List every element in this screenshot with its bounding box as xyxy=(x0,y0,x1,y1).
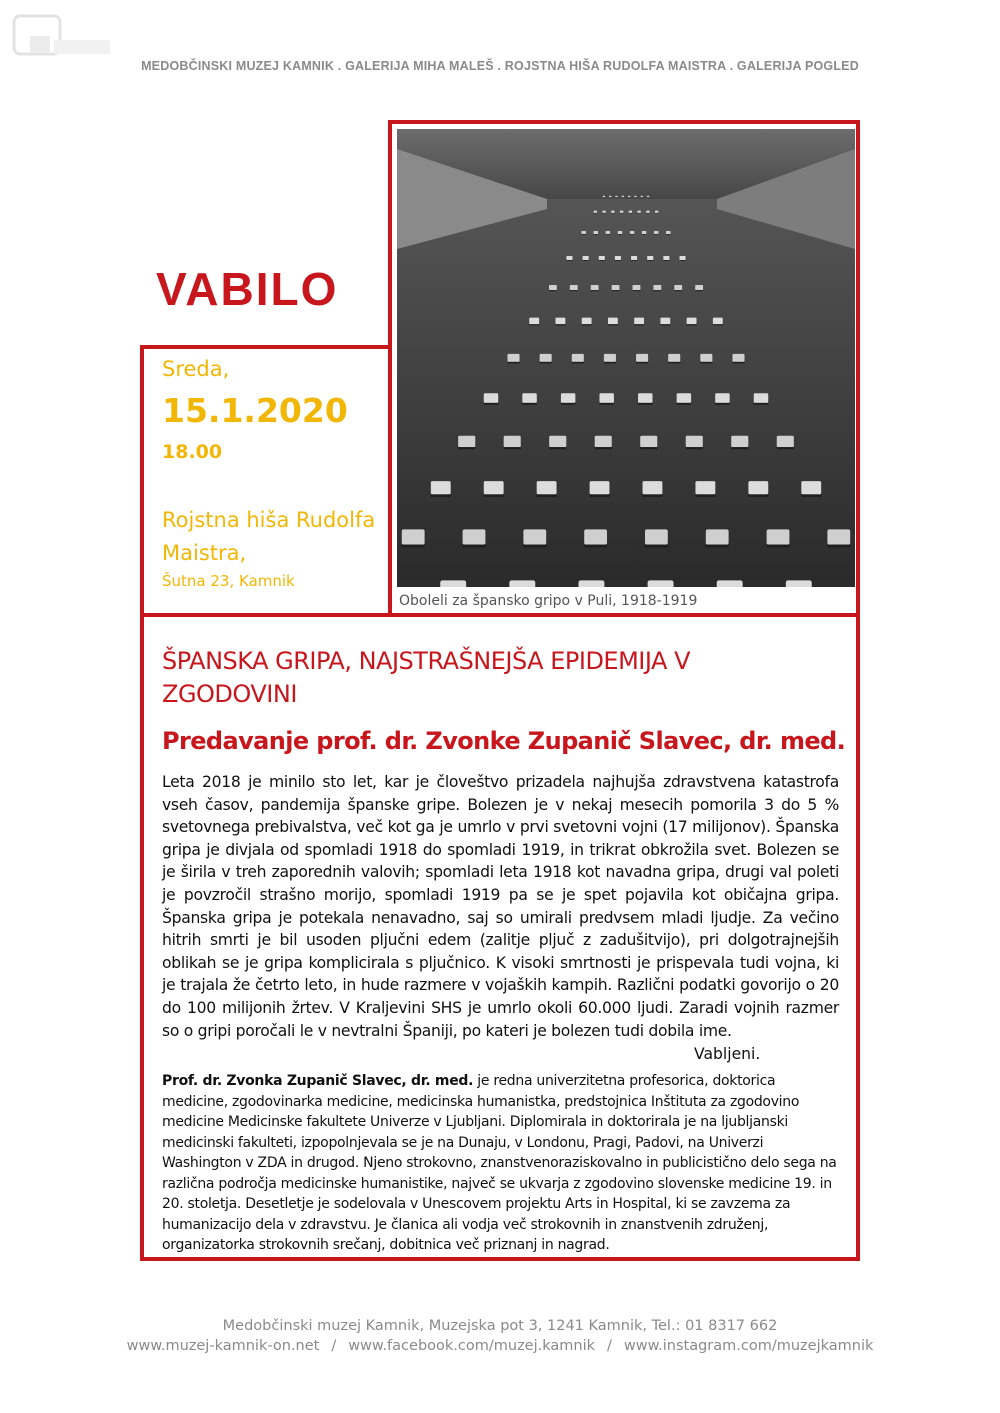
bed-shape xyxy=(754,393,768,403)
bed-shape xyxy=(643,481,663,494)
bed-shadow xyxy=(484,403,498,405)
facebook-link[interactable]: www.facebook.com/muzej.kamnik xyxy=(348,1338,596,1354)
bed-shadow xyxy=(606,234,611,235)
bed-shape xyxy=(645,529,668,544)
bed-shadow xyxy=(431,494,451,496)
bed-shape xyxy=(581,231,586,234)
bed-shape xyxy=(509,580,535,587)
bed-shadow xyxy=(523,545,546,548)
bed-shape xyxy=(606,231,611,234)
bed-shape xyxy=(695,285,703,290)
bed-shadow xyxy=(615,260,621,261)
bed-shadow xyxy=(504,447,521,449)
bed-shape xyxy=(612,285,620,290)
bed-shape xyxy=(549,436,566,447)
bed-shape xyxy=(713,318,723,325)
bed-shadow xyxy=(777,447,794,449)
bed-shadow xyxy=(561,403,575,405)
bed-shape xyxy=(732,354,744,362)
bed-shadow xyxy=(484,494,504,496)
bed-shape xyxy=(640,436,657,447)
bed-shape xyxy=(642,231,647,234)
bed-shadow xyxy=(458,447,475,449)
bed-shape xyxy=(680,256,686,260)
bed-shape xyxy=(458,436,475,447)
bed-shape xyxy=(668,354,680,362)
bed-shadow xyxy=(636,362,648,364)
bed-shape xyxy=(440,580,466,587)
bed-shape xyxy=(634,318,644,325)
bed-shape xyxy=(731,436,748,447)
photo-frame xyxy=(388,120,860,617)
bed-shadow xyxy=(633,290,641,291)
bed-shape xyxy=(556,318,566,325)
bed-shadow xyxy=(713,324,723,325)
bed-shape xyxy=(463,529,486,544)
bed-shape xyxy=(706,529,729,544)
lecture-heading: ŠPANSKA GRIPA, NAJSTRAŠNEJŠA EPIDEMIJA V ZGODOVINI xyxy=(162,647,690,708)
bed-shadow xyxy=(731,447,748,449)
bed-shadow xyxy=(677,403,691,405)
bed-shape xyxy=(523,529,546,544)
bed-shape xyxy=(604,354,616,362)
bed-shape xyxy=(660,318,670,325)
bed-shadow xyxy=(695,290,703,291)
bed-shape xyxy=(602,211,605,213)
bed-shape xyxy=(636,354,648,362)
bed-shadow xyxy=(572,362,584,364)
bed-shadow xyxy=(522,403,536,405)
invitation-title: VABILO xyxy=(156,263,339,315)
bed-shape xyxy=(674,285,682,290)
bed-shadow xyxy=(582,324,592,325)
bed-shadow xyxy=(537,494,557,496)
bed-shape xyxy=(646,211,649,213)
bed-shape xyxy=(583,256,589,260)
bed-shape xyxy=(591,285,599,290)
bed-shadow xyxy=(643,494,663,496)
bed-shadow xyxy=(402,545,425,548)
bed-shape xyxy=(654,231,659,234)
bed-shadow xyxy=(584,545,607,548)
bed-shadow xyxy=(645,545,668,548)
event-details-box xyxy=(140,345,392,617)
bed-shape xyxy=(529,318,539,325)
bed-shape xyxy=(622,196,624,198)
bed-shape xyxy=(484,481,504,494)
bed-shape xyxy=(561,393,575,403)
bed-shape xyxy=(594,211,597,213)
bed-shadow xyxy=(660,324,670,325)
bed-shadow xyxy=(647,260,653,261)
bed-shadow xyxy=(583,260,589,261)
bed-shadow xyxy=(700,362,712,364)
bed-shape xyxy=(611,211,614,213)
bed-shape xyxy=(655,211,658,213)
bed-shape xyxy=(578,580,604,587)
bed-shape xyxy=(431,481,451,494)
bed-shape xyxy=(608,318,618,325)
closing-note: Vabljeni. xyxy=(694,1045,761,1063)
bed-shape xyxy=(631,256,637,260)
bed-shape xyxy=(570,285,578,290)
bed-shadow xyxy=(663,260,669,261)
event-venue: Rojstna hiša Rudolfa Maistra, xyxy=(162,508,376,565)
bed-shadow xyxy=(634,324,644,325)
event-weekday: Sreda, xyxy=(162,357,230,381)
bed-shape xyxy=(595,436,612,447)
hospital-ward-photo xyxy=(397,129,855,587)
bed-shape xyxy=(748,481,768,494)
bed-shape xyxy=(584,529,607,544)
bed-shadow xyxy=(604,362,616,364)
bed-shadow xyxy=(638,403,652,405)
bed-shadow xyxy=(695,494,715,496)
bed-shadow xyxy=(687,324,697,325)
bed-shape xyxy=(549,285,557,290)
bed-shape xyxy=(637,211,640,213)
bed-shape xyxy=(615,196,617,198)
bed-shadow xyxy=(748,494,768,496)
bed-shadow xyxy=(529,324,539,325)
bed-shadow xyxy=(653,290,661,291)
event-date: 15.1.2020 xyxy=(162,391,348,430)
bed-shape xyxy=(630,231,635,234)
bed-shape xyxy=(566,256,572,260)
bed-shape xyxy=(717,580,743,587)
bed-shape xyxy=(634,196,636,198)
bed-shape xyxy=(609,196,611,198)
bed-shadow xyxy=(732,362,744,364)
bed-shape xyxy=(666,231,671,234)
bed-shape xyxy=(700,354,712,362)
speaker-bio-text: je redna univerzitetna profesorica, doktorica medicine, zgodovinarka medicine, medicinska humanistka, predstojnica Inštituta za zgodovino medicine Medicinske fakultete Univerze v Ljubljani. Diplomirala in doktorirala je na ljubljanski medicinski fakulteti, izpopolnjevala se je na Dunaju, v Londonu, Pragi, Padovi, na Univerzi Washington v ZDA in drugod. Njeno strokovno, znanstvenoraziskovalno in publicistično delo sega na različna področja medicinske humanistike, največ se ukvarja z zgodovino slovenske medicine 19. in 20. stoletja. Desetletje je sodelovala v Unescovem projektu Arts in Hospital, ki se zavzema za humanizacijo dela v zdravstvu. Je članica ali vodja več strokovnih in znanstvenih združenj, organizatorka strokovnih srečanj, dobitnica več priznanj in nagrad. xyxy=(162,1073,837,1253)
bed-shape xyxy=(638,393,652,403)
bed-shape xyxy=(603,196,605,198)
bed-shadow xyxy=(556,324,566,325)
bed-shape xyxy=(801,481,821,494)
bed-shadow xyxy=(666,234,671,235)
header-institutions: MEDOBČINSKI MUZEJ KAMNIK . GALERIJA MIHA MALEŠ . ROJSTNA HIŠA RUDOLFA MAISTRA . GALERIJA POGLED xyxy=(141,59,859,73)
speaker-bio xyxy=(162,1071,842,1256)
footer-address: Medobčinski muzej Kamnik, Muzejska pot 3, 1241 Kamnik, Tel.: 01 8317 662 xyxy=(222,1318,778,1334)
bed-shape xyxy=(522,393,536,403)
bed-shadow xyxy=(612,290,620,291)
bed-shadow xyxy=(631,260,637,261)
bed-shadow xyxy=(570,290,578,291)
footer-separator: / xyxy=(607,1338,612,1354)
bed-shape xyxy=(628,196,630,198)
bed-shadow xyxy=(640,447,657,449)
bed-shadow xyxy=(608,324,618,325)
bed-shadow xyxy=(594,234,599,235)
bed-shadow xyxy=(595,447,612,449)
museum-logo-icon xyxy=(10,10,120,60)
bed-shape xyxy=(540,354,552,362)
bed-shape xyxy=(590,481,610,494)
bed-shape xyxy=(647,256,653,260)
bed-shadow xyxy=(668,362,680,364)
bed-shape xyxy=(677,393,691,403)
bed-shadow xyxy=(599,403,613,405)
bed-shadow xyxy=(706,545,729,548)
bed-shadow xyxy=(618,234,623,235)
bed-shape xyxy=(618,231,623,234)
bed-shadow xyxy=(754,403,768,405)
bed-shape xyxy=(620,211,623,213)
bed-shape xyxy=(615,256,621,260)
bed-shadow xyxy=(654,234,659,235)
bed-shadow xyxy=(767,545,790,548)
footer-separator: / xyxy=(331,1338,337,1354)
lecture-box xyxy=(140,613,860,1261)
bed-shadow xyxy=(590,494,610,496)
bed-shadow xyxy=(680,260,686,261)
bed-shadow xyxy=(827,545,850,548)
bed-shape xyxy=(484,393,498,403)
bed-shape xyxy=(504,436,521,447)
bed-shape xyxy=(653,285,661,290)
bed-shape xyxy=(827,529,850,544)
website-link[interactable]: www.muzej-kamnik-on.net xyxy=(126,1338,320,1354)
event-time: 18.00 xyxy=(162,441,223,463)
bed-shape xyxy=(687,318,697,325)
bed-shape xyxy=(686,436,703,447)
footer-links xyxy=(0,1338,1000,1354)
bed-shape xyxy=(599,256,605,260)
instagram-link[interactable]: www.instagram.com/muzejkamnik xyxy=(623,1338,874,1354)
bed-shadow xyxy=(801,494,821,496)
bed-shadow xyxy=(642,234,647,235)
bed-shadow xyxy=(507,362,519,364)
bed-shape xyxy=(767,529,790,544)
bed-shadow xyxy=(599,260,605,261)
bed-shape xyxy=(647,196,649,198)
bed-shape xyxy=(695,481,715,494)
bed-shape xyxy=(777,436,794,447)
bed-shape xyxy=(599,393,613,403)
lecture-body: Leta 2018 je minilo sto let, kar je človeštvo prizadela najhujša zdravstvena katastrofa vseh časov, pandemija španske gripe. Bolezen je v nekaj mesecih pomorila 3 do 5 % svetovnega prebivalstva, več kot ga je umrlo v prvi svetovni vojni (17 milijonov). Španska gripa je divjala od spomladi 1918 do spomladi 1919, in trikrat obkrožila svet. Bolezen se je širila v treh zaporednih valovih; spomladi leta 1918 kot navadna gripa, drugi val poleti je povzročil strašno morijo, spomladi 1919 pa se je spet pojavila kot običajna gripa. Španska gripa je potekala nenavadno, saj so umirali predvsem mladi ljudje. Za večino hitrih smrti je bil usoden pljučni edem (zalitje pljuč z zadušitvijo), pri dolgotrajnejših oblikah se je gripa komplicirala s pljučnico. K visoki smrtnosti je prispevala tudi vojna, ki je trajala že četrto leto, in hude razmere v vojaških kampih. Različni podatki govorijo o 20 do 100 milijonih žrtev. V Kraljevini SHS je umrlo okoli 60.000 ljudi. Zaradi vojnih razmer so o gripi poročali le v nevtralni Španiji, po kateri je bolezen tudi dobila ime. xyxy=(162,773,839,1040)
bed-shadow xyxy=(566,260,572,261)
bed-shape xyxy=(572,354,584,362)
bed-shape xyxy=(663,256,669,260)
bed-shape xyxy=(507,354,519,362)
event-address: Šutna 23, Kamnik xyxy=(162,572,295,590)
bed-shadow xyxy=(549,447,566,449)
bed-shape xyxy=(594,231,599,234)
bed-shadow xyxy=(630,234,635,235)
bed-shadow xyxy=(715,403,729,405)
bed-shape xyxy=(537,481,557,494)
bed-shadow xyxy=(581,234,586,235)
bed-shape xyxy=(715,393,729,403)
bed-shape xyxy=(648,580,674,587)
bed-shape xyxy=(402,529,425,544)
photo-caption: Oboleli za špansko gripo v Puli, 1918-1919 xyxy=(399,593,698,609)
bed-shadow xyxy=(549,290,557,291)
bed-shape xyxy=(633,285,641,290)
bed-shape xyxy=(582,318,592,325)
bed-shadow xyxy=(674,290,682,291)
speaker-name: Prof. dr. Zvonka Zupanič Slavec, dr. med. xyxy=(162,1073,474,1089)
bed-shadow xyxy=(540,362,552,364)
lecture-subheading: Predavanje prof. dr. Zvonke Zupanič Slavec, dr. med. xyxy=(162,727,846,755)
bed-shadow xyxy=(686,447,703,449)
bed-shape xyxy=(629,211,632,213)
bed-shadow xyxy=(463,545,486,548)
bed-shape xyxy=(786,580,812,587)
bed-shadow xyxy=(591,290,599,291)
bed-shape xyxy=(641,196,643,198)
